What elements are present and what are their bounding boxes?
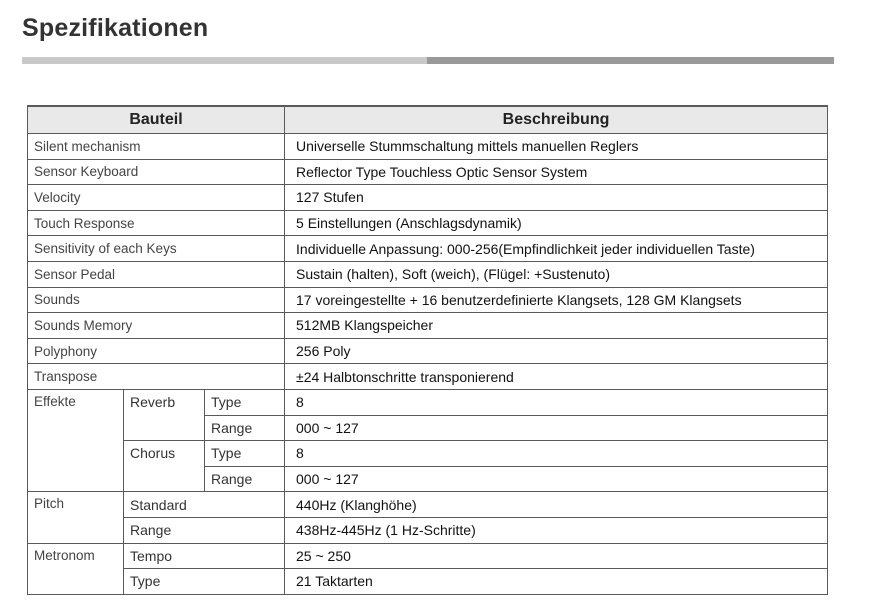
- reverb-type-label: Type: [205, 389, 285, 415]
- row-value: 512MB Klangspeicher: [285, 313, 828, 339]
- pitch-standard-label: Standard: [124, 492, 285, 518]
- metronom-type-label: Type: [124, 569, 285, 595]
- row-label: Transpose: [28, 364, 285, 390]
- table-row-metronom-type: [28, 569, 828, 595]
- row-label: Sensor Pedal: [28, 261, 285, 287]
- effekte-label: Effekte: [28, 389, 124, 491]
- metronom-tempo-value: 25 ~ 250: [285, 543, 828, 569]
- table-row: [28, 134, 828, 160]
- chorus-range-label: Range: [205, 466, 285, 492]
- header-beschreibung: Beschreibung: [285, 106, 828, 134]
- pitch-range-value: 438Hz-445Hz (1 Hz-Schritte): [285, 517, 828, 543]
- table-row-effekte-chorus-type: [28, 441, 828, 467]
- pitch-range-label: Range: [124, 517, 285, 543]
- row-label: Silent mechanism: [28, 134, 285, 160]
- table-row: [28, 287, 828, 313]
- title-divider-light: [22, 57, 427, 64]
- reverb-range-value: 000 ~ 127: [285, 415, 828, 441]
- metronom-label: Metronom: [28, 543, 124, 594]
- table-row: [28, 185, 828, 211]
- table-row: [28, 313, 828, 339]
- chorus-range-value: 000 ~ 127: [285, 466, 828, 492]
- reverb-type-value: 8: [285, 389, 828, 415]
- row-label: Touch Response: [28, 210, 285, 236]
- table-row: [28, 210, 828, 236]
- row-value: Reflector Type Touchless Optic Sensor System: [285, 159, 828, 185]
- row-value: Sustain (halten), Soft (weich), (Flügel: +Sustenuto): [285, 261, 828, 287]
- chorus-label: Chorus: [124, 441, 205, 492]
- table-row: [28, 159, 828, 185]
- title-divider-dark: [427, 57, 834, 64]
- row-label: Sounds Memory: [28, 313, 285, 339]
- row-value: 256 Poly: [285, 338, 828, 364]
- table-header-row: [28, 106, 828, 134]
- chorus-type-value: 8: [285, 441, 828, 467]
- table-row-metronom-tempo: [28, 543, 828, 569]
- table-row: [28, 236, 828, 262]
- row-value: Individuelle Anpassung: 000-256(Empfindlichkeit jeder individuellen Taste): [285, 236, 828, 262]
- spec-table: [27, 105, 828, 595]
- table-row: [28, 338, 828, 364]
- reverb-label: Reverb: [124, 389, 205, 440]
- table-row-effekte-reverb-type: [28, 389, 828, 415]
- pitch-standard-value: 440Hz (Klanghöhe): [285, 492, 828, 518]
- metronom-tempo-label: Tempo: [124, 543, 285, 569]
- table-row: [28, 261, 828, 287]
- header-bauteil: Bauteil: [28, 106, 285, 134]
- row-label: Polyphony: [28, 338, 285, 364]
- row-label: Sensitivity of each Keys: [28, 236, 285, 262]
- table-row-pitch-standard: [28, 492, 828, 518]
- row-label: Sensor Keyboard: [28, 159, 285, 185]
- metronom-type-value: 21 Taktarten: [285, 569, 828, 595]
- row-label: Velocity: [28, 185, 285, 211]
- row-value: ±24 Halbtonschritte transponierend: [285, 364, 828, 390]
- reverb-range-label: Range: [205, 415, 285, 441]
- title-divider: [22, 57, 834, 64]
- table-row-pitch-range: [28, 517, 828, 543]
- table-row: [28, 364, 828, 390]
- pitch-label: Pitch: [28, 492, 124, 543]
- row-value: 127 Stufen: [285, 185, 828, 211]
- page-title: Spezifikationen: [22, 14, 209, 42]
- chorus-type-label: Type: [205, 441, 285, 467]
- row-value: Universelle Stummschaltung mittels manuellen Reglers: [285, 134, 828, 160]
- row-value: 5 Einstellungen (Anschlagsdynamik): [285, 210, 828, 236]
- row-label: Sounds: [28, 287, 285, 313]
- row-value: 17 voreingestellte + 16 benutzerdefinierte Klangsets, 128 GM Klangsets: [285, 287, 828, 313]
